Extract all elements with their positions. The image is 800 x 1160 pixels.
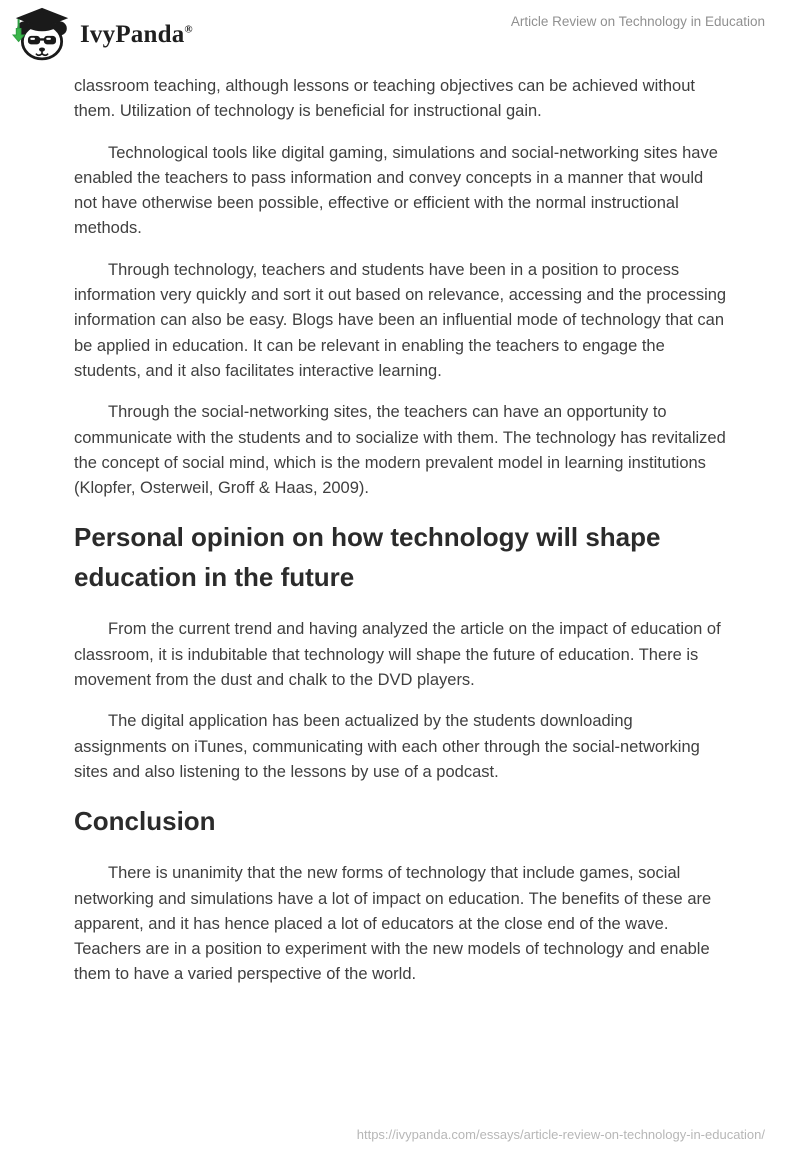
page-header bbox=[0, 0, 800, 70]
paragraph: Through technology, teachers and students have been in a position to process information very quickly and sort it out based on relevance, accessing and the processing information can also be easy. Blogs have been an influential mode of technology that can be applied in education. It can be relevant in enabling the teachers to engage the students, and it also facilitates interactive learning. bbox=[74, 260, 727, 380]
paragraph: There is unanimity that the new forms of technology that include games, social networking and simulations have a lot of impact on education. The benefits of these are apparent, and it has hence placed a lot of educators at the close end of the wave. Teachers are in a position to experiment with the new models of technology and enable them to have a varied perspective of the world. bbox=[74, 864, 712, 984]
ivypanda-panda-graduate-icon bbox=[12, 6, 72, 64]
paragraph: The digital application has been actualized by the students downloading assignments on iTunes, communicating with each other through the social-networking sites and also listening to the lessons by use of a podcast. bbox=[74, 712, 700, 781]
paragraph: From the current trend and having analyzed the article on the impact of education of classroom, it is indubitable that technology will shape the future of education. There is movement from the dust and chalk to the DVD players. bbox=[74, 620, 721, 690]
section-heading-personal-opinion: Personal opinion on how technology will shape education in the future bbox=[74, 522, 661, 593]
source-url-link[interactable]: https://ivypanda.com/essays/article-review-on-technology-in-education/ bbox=[356, 1127, 765, 1142]
paragraph: classroom teaching, although lessons or teaching objectives can be achieved without them. Utilization of technology is beneficial for instructional gain. bbox=[74, 77, 695, 121]
paragraph: Technological tools like digital gaming, simulations and social-networking sites have enabled the teachers to pass information and convey concepts in a manner that would not have otherwise been possible, effective or efficient with the normal instructional methods. bbox=[74, 143, 718, 238]
ivypanda-logo-link[interactable] bbox=[12, 6, 193, 64]
registered-trademark-mark: ® bbox=[184, 23, 193, 36]
section-heading-conclusion: Conclusion bbox=[74, 806, 216, 837]
document-running-title: Article Review on Technology in Education bbox=[510, 14, 765, 29]
paragraph: Through the social-networking sites, the teachers can have an opportunity to communicate with the students and to socialize with them. The technology has revitalized the concept of social mind, which is the modern prevalent model in learning institutions (Klopfer, Osterweil, Groff & Haas, 2009). bbox=[74, 403, 726, 498]
article-body bbox=[0, 74, 800, 1004]
brand-name: IvyPanda® bbox=[80, 21, 193, 48]
